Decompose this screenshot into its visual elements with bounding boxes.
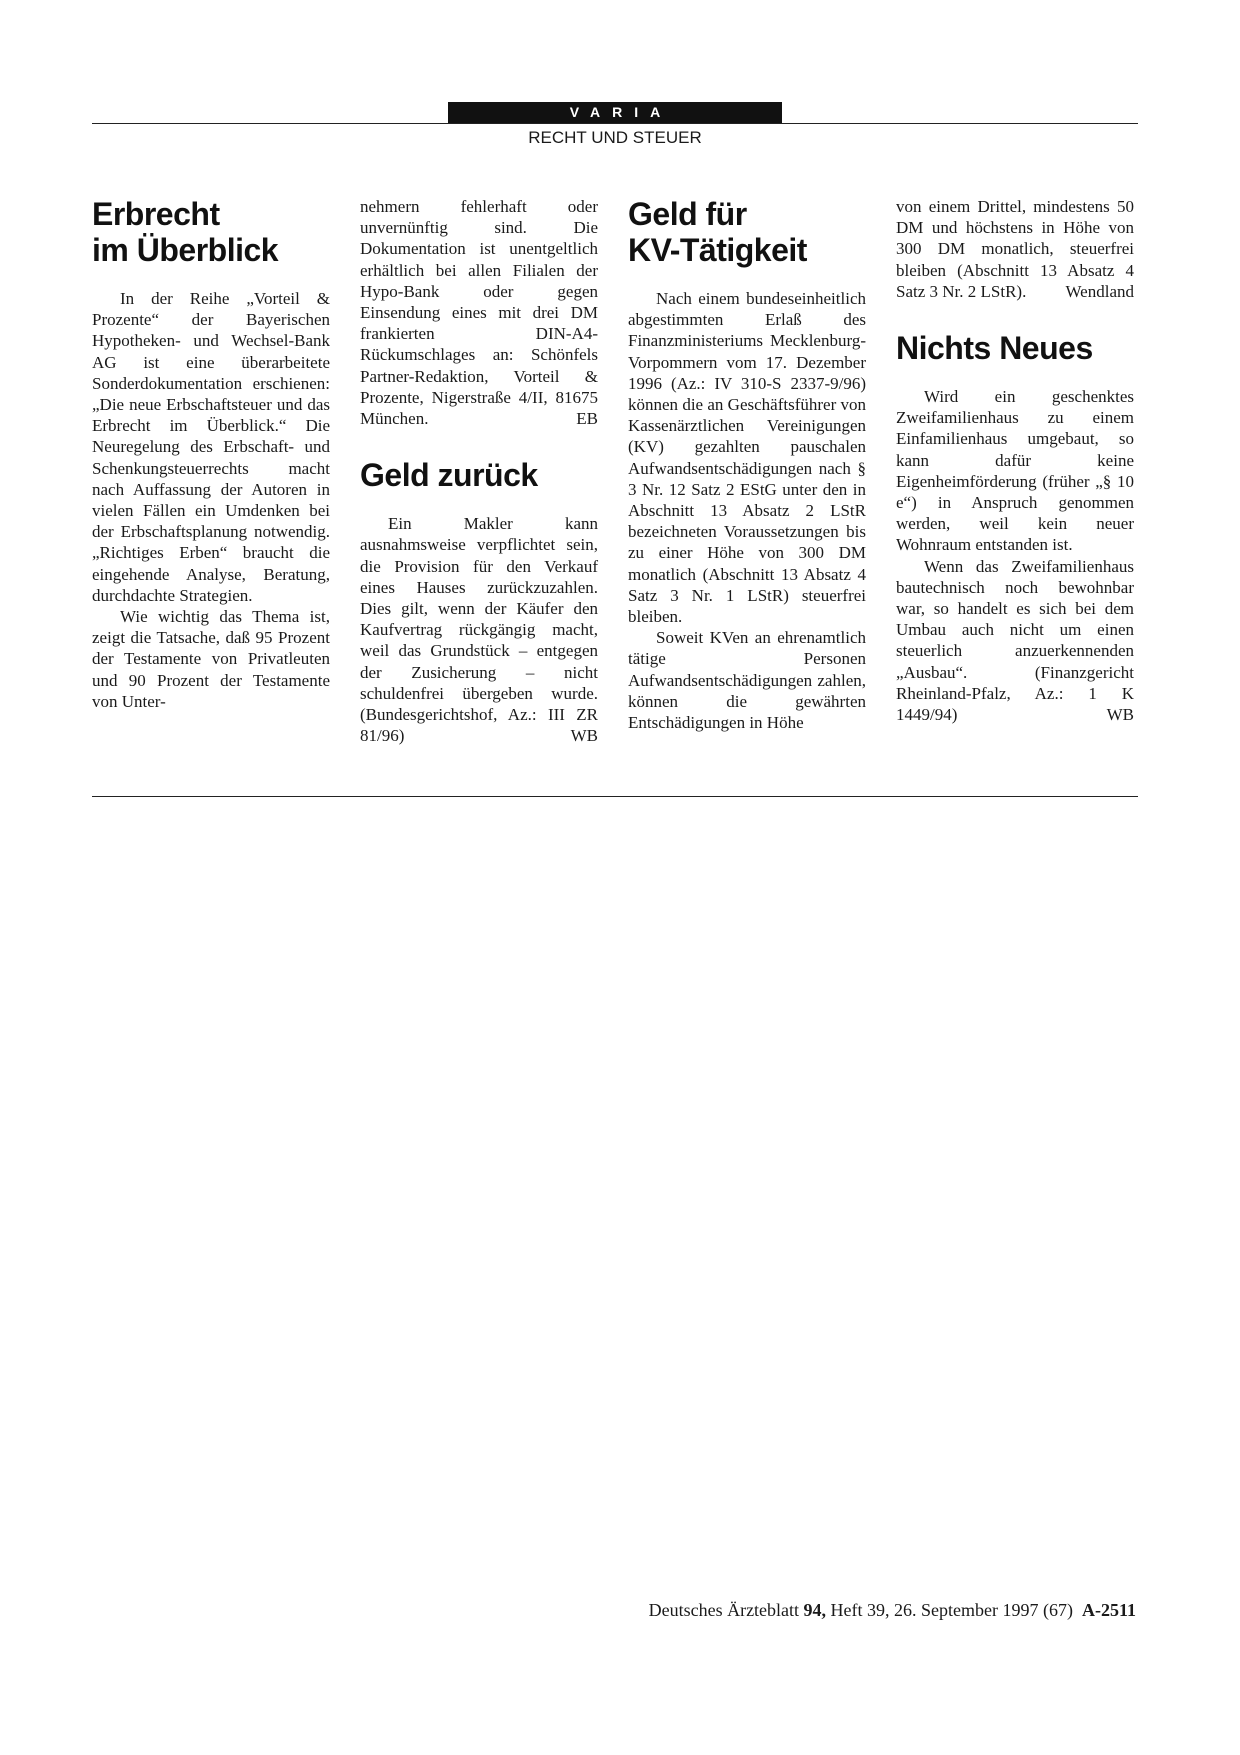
subsection-label: RECHT UND STEUER xyxy=(528,128,702,147)
issue-date: Heft 39, 26. September 1997 (67) xyxy=(830,1600,1073,1620)
journal-name: Deutsches Ärzteblatt xyxy=(648,1600,800,1620)
author-signature: WB xyxy=(1106,705,1134,725)
author-signature: Wendland xyxy=(1065,281,1134,301)
column-3 xyxy=(628,196,866,733)
paragraph-continued: von einem Drittel, mindestens 50 DM und höchstens in Höhe von 300 DM monatlich, steuerfrei bleiben (Abschnitt 13 Absatz 4 Satz 3 Nr. 2 LStR). Wendland xyxy=(896,197,1134,301)
column-1 xyxy=(92,196,330,712)
paragraph: Soweit KVen an ehrenamtlich tätige Personen Aufwandsentschädigungen zahlen, können die gewährten Entschädigungen in Höhe xyxy=(628,628,866,733)
article-title-kv-taetigkeit: Geld für KV-Tätigkeit xyxy=(628,196,807,268)
author-signature: WB xyxy=(570,726,598,746)
paragraph: Wie wichtig das Thema ist, zeigt die Tatsache, daß 95 Prozent der Testamente von Privatleuten und 90 Prozent der Testamente von Unter- xyxy=(92,607,330,711)
column-4 xyxy=(896,196,1134,725)
paragraph-continued: nehmern fehlerhaft oder unvernünftig sind. Die Dokumentation ist unentgeltlich erhältlich bei allen Filialen der Hypo-Bank oder gegen Einsendung eines mit drei DM frankierten DIN-A4-Rückumschlages an: Schönfels Partner-Redaktion, Vorteil & Prozente, Nigerstraße 4/II, 81675 München. EB xyxy=(360,197,598,429)
column-2 xyxy=(360,196,598,746)
volume-number: 94, xyxy=(803,1600,827,1620)
section-label: VARIA xyxy=(448,102,782,123)
article-title-geld-zurueck: Geld zurück xyxy=(360,457,538,494)
article-title-erbrecht: Erbrecht im Überblick xyxy=(92,196,279,268)
author-signature: EB xyxy=(576,409,598,429)
page-footer xyxy=(649,1600,1136,1621)
paragraph: Wird ein geschenktes Zweifamilienhaus zu einem Einfamilienhaus umgebaut, so kann dafür keine Eigenheimförderung (früher „§ 10 e“) in Anspruch genommen werden, weil kein neuer Wohnraum entstanden ist. xyxy=(896,387,1134,555)
paragraph: Nach einem bundeseinheitlich abgestimmten Erlaß des Finanzministeriums Mecklenburg-Vorpommern vom 17. Dezember 1996 (Az.: IV 310-S 2337-9/96) können die an Geschäftsführer von Kassenärztlichen Vereinigungen (KV) gezahlten pauschalen Aufwandsentschädigungen nach § 3 Nr. 12 Satz 2 EStG unter den in Abschnitt 13 Absatz 2 LStR bezeichneten Voraussetzungen bis zu einer Höhe von 300 DM monatlich (Abschnitt 13 Absatz 4 Satz 3 Nr. 1 LStR) steuerfrei bleiben. xyxy=(628,289,866,627)
paragraph: In der Reihe „Vorteil & Prozente“ der Bayerischen Hypotheken- und Wechsel-Bank AG ist eine überarbeitete Sonderdokumentation erschienen: „Die neue Erbschaftsteuer und das Erbrecht im Überblick.“ Die Neuregelung des Erbschaft- und Schenkungsteuerrechts macht nach Auffassung der Autoren in vielen Fällen ein Umdenken bei der Erbschaftsplanung notwendig. „Richtiges Erben“ braucht die eingehende Analyse, Beratung, durchdachte Strategien. xyxy=(92,289,330,605)
top-rule xyxy=(92,123,1138,124)
paragraph: Wenn das Zweifamilienhaus bautechnisch noch bewohnbar war, so handelt es sich bei dem Umbau auch nicht um einen steuerlich anzuerkennenden „Ausbau“. (Finanzgericht Rheinland-Pfalz, Az.: 1 K 1449/94) WB xyxy=(896,556,1134,725)
article-title-nichts-neues: Nichts Neues xyxy=(896,330,1093,367)
paragraph: Ein Makler kann ausnahmsweise verpflichtet sein, die Provision für den Verkauf eines Hauses zurückzuzahlen. Dies gilt, wenn der Käufer den Kaufvertrag rückgängig macht, weil das Grundstück – entgegen der Zusicherung – nicht schuldenfrei übergeben wurde. (Bundesgerichtshof, Az.: III ZR 81/96) WB xyxy=(360,514,598,746)
bottom-rule xyxy=(92,796,1138,797)
page-number: A-2511 xyxy=(1082,1600,1136,1620)
